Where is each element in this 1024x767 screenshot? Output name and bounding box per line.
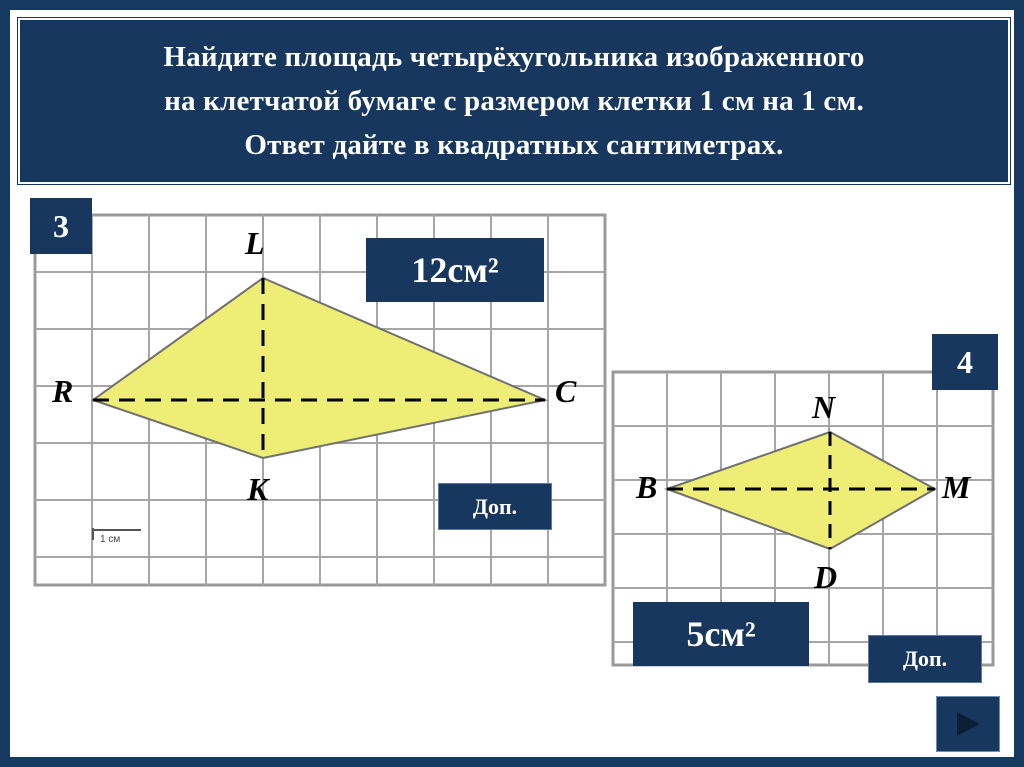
problem-3-number: 3 [30,198,92,254]
task-title-line-3: Ответ дайте в квадратных сантиметрах. [244,129,784,161]
scale-label: 1 см [100,534,121,545]
task-title-line-1: Найдите площадь четырёхугольника изображенного [163,41,865,73]
point-label-m: M [942,469,971,505]
play-triangle-icon [953,709,983,739]
point-label-d: D [814,559,838,595]
point-label-r: R [52,373,74,409]
scale-marker [93,526,141,546]
point-label-n: N [812,389,836,425]
problem-3-dop-button[interactable]: Доп. [438,483,552,530]
problem-4-number: 4 [932,334,998,390]
problem-3-answer: 12см² [366,238,544,302]
point-label-b: B [636,469,658,505]
point-label-l: L [245,225,265,261]
task-title-line-2: на клетчатой бумаге с размером клетки 1 см на 1 см. [164,85,864,117]
point-label-k: K [247,471,269,507]
next-slide-button[interactable] [936,696,1000,752]
problem-4-dop-button[interactable]: Доп. [868,635,982,683]
point-label-c: C [555,373,577,409]
problem-4-answer: 5см² [633,602,809,666]
